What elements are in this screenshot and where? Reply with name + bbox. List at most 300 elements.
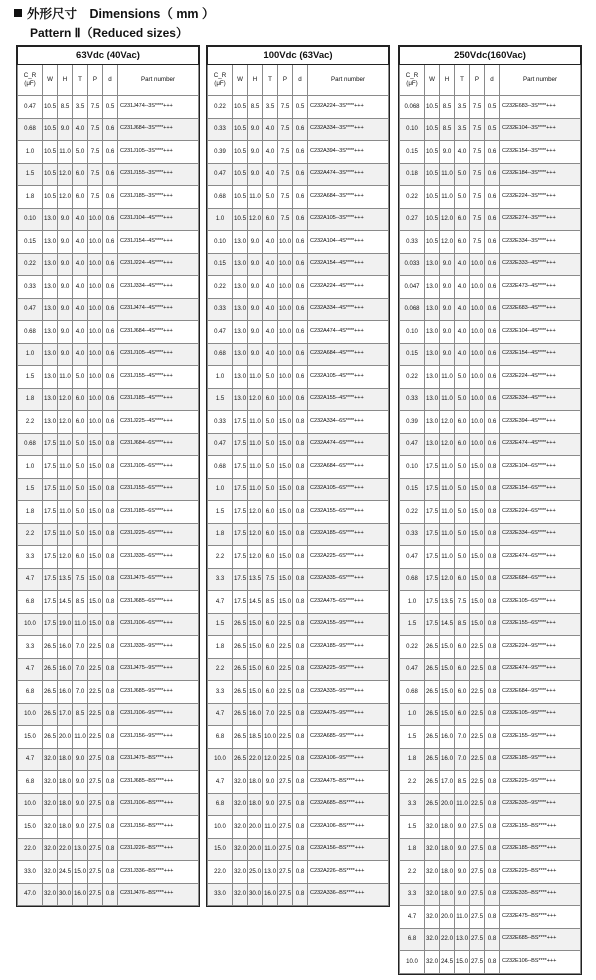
cell-t: 11.0 <box>73 726 88 749</box>
cell-w: 10.5 <box>425 231 440 254</box>
cell-t: 5.0 <box>263 456 278 479</box>
cell-part-number: C232A474--3S****+++ <box>308 163 389 186</box>
table-row <box>18 321 199 344</box>
cell-part-number: C232E683--4S****+++ <box>500 298 581 321</box>
cell-p: 15.0 <box>278 523 293 546</box>
table-row <box>400 703 581 726</box>
cell-h: 18.0 <box>440 838 455 861</box>
cell-w: 13.0 <box>233 231 248 254</box>
cell-t: 6.0 <box>73 388 88 411</box>
cell-h: 15.0 <box>248 658 263 681</box>
pattern-heading: Pattern Ⅱ（Reduced sizes） <box>30 26 188 40</box>
cell-p: 27.5 <box>278 793 293 816</box>
column-header-h: H <box>248 65 263 96</box>
cell-part-number: C232A334--3S****+++ <box>308 118 389 141</box>
cell-p: 22.5 <box>470 681 485 704</box>
cell-part-number: C231J155--6S****+++ <box>118 478 199 501</box>
cell-w: 17.5 <box>233 568 248 591</box>
table-row <box>208 321 389 344</box>
table-row <box>208 501 389 524</box>
cell-h: 12.0 <box>440 208 455 231</box>
cell-w: 32.0 <box>43 838 58 861</box>
cell-cap: 1.0 <box>208 208 233 231</box>
cell-t: 5.0 <box>455 163 470 186</box>
cell-w: 10.5 <box>425 163 440 186</box>
cell-p: 22.5 <box>470 793 485 816</box>
cell-part-number: C231J225--6S****+++ <box>118 523 199 546</box>
cell-w: 10.5 <box>43 118 58 141</box>
cell-cap: 0.68 <box>18 321 43 344</box>
cell-t: 4.0 <box>455 141 470 164</box>
table-title: 63Vdc (40Vac) <box>18 47 199 65</box>
cell-h: 11.0 <box>58 456 73 479</box>
cell-d: 0.8 <box>293 748 308 771</box>
cell-p: 7.5 <box>278 186 293 209</box>
cell-t: 6.0 <box>455 681 470 704</box>
cell-h: 30.0 <box>248 883 263 906</box>
column-header-cap: C_R (μF) <box>18 65 43 96</box>
cell-t: 6.0 <box>73 163 88 186</box>
cell-t: 6.0 <box>455 658 470 681</box>
cell-p: 10.0 <box>470 276 485 299</box>
cell-t: 4.0 <box>263 321 278 344</box>
cell-d: 0.8 <box>485 456 500 479</box>
cell-part-number: C232A155--4S****+++ <box>308 388 389 411</box>
table-row <box>18 748 199 771</box>
cell-d: 0.8 <box>485 726 500 749</box>
cell-h: 15.0 <box>440 681 455 704</box>
cell-h: 9.0 <box>58 276 73 299</box>
table-row <box>18 276 199 299</box>
cell-cap: 0.068 <box>400 298 425 321</box>
cell-part-number: C232E394--4S****+++ <box>500 411 581 434</box>
cell-p: 22.5 <box>470 748 485 771</box>
cell-cap: 0.22 <box>400 186 425 209</box>
cell-d: 0.6 <box>103 276 118 299</box>
table-row <box>400 726 581 749</box>
cell-p: 15.0 <box>470 456 485 479</box>
cell-t: 6.0 <box>455 568 470 591</box>
cell-h: 12.0 <box>248 546 263 569</box>
column-header-h: H <box>440 65 455 96</box>
cell-w: 32.0 <box>425 861 440 884</box>
cell-cap: 0.68 <box>18 433 43 456</box>
cell-p: 15.0 <box>470 501 485 524</box>
cell-t: 3.5 <box>455 96 470 119</box>
cell-p: 22.5 <box>88 636 103 659</box>
cell-d: 0.6 <box>103 411 118 434</box>
cell-w: 32.0 <box>233 883 248 906</box>
cell-part-number: C232A684--3S****+++ <box>308 186 389 209</box>
cell-p: 7.5 <box>88 96 103 119</box>
cell-t: 4.0 <box>263 231 278 254</box>
cell-t: 9.0 <box>73 748 88 771</box>
cell-part-number: C232E685--BS****+++ <box>500 928 581 951</box>
cell-h: 9.0 <box>248 321 263 344</box>
cell-h: 9.0 <box>248 163 263 186</box>
cell-w: 17.5 <box>425 501 440 524</box>
cell-p: 7.5 <box>278 96 293 119</box>
cell-d: 0.8 <box>293 771 308 794</box>
cell-cap: 0.22 <box>400 636 425 659</box>
cell-h: 12.0 <box>440 568 455 591</box>
cell-part-number: C231J106--BS****+++ <box>118 793 199 816</box>
cell-p: 15.0 <box>88 501 103 524</box>
cell-cap: 0.33 <box>208 118 233 141</box>
cell-t: 5.0 <box>73 141 88 164</box>
cell-p: 7.5 <box>278 141 293 164</box>
table-row <box>208 793 389 816</box>
cell-part-number: C231J155--3S****+++ <box>118 163 199 186</box>
table-row <box>400 298 581 321</box>
cell-d: 0.6 <box>485 163 500 186</box>
cell-part-number: C231J335--6S****+++ <box>118 546 199 569</box>
cell-cap: 10.0 <box>18 613 43 636</box>
cell-d: 0.5 <box>103 96 118 119</box>
table-row <box>18 568 199 591</box>
cell-d: 0.6 <box>103 141 118 164</box>
cell-part-number: C232E684--6S****+++ <box>500 568 581 591</box>
cell-h: 22.0 <box>440 928 455 951</box>
cell-p: 22.5 <box>278 658 293 681</box>
cell-cap: 15.0 <box>208 838 233 861</box>
cell-cap: 0.68 <box>400 681 425 704</box>
cell-h: 16.0 <box>58 658 73 681</box>
cell-h: 18.0 <box>440 861 455 884</box>
cell-part-number: C231J226--BS****+++ <box>118 838 199 861</box>
cell-t: 5.0 <box>73 366 88 389</box>
cell-w: 17.5 <box>233 478 248 501</box>
cell-cap: 3.3 <box>400 793 425 816</box>
cell-part-number: C232E474--4S****+++ <box>500 433 581 456</box>
cell-cap: 0.47 <box>18 298 43 321</box>
section-heading-text: 外形尺寸 Dimensions（ mm ） <box>27 7 215 21</box>
table-row <box>208 253 389 276</box>
cell-part-number: C232A225--6S****+++ <box>308 546 389 569</box>
cell-p: 15.0 <box>88 546 103 569</box>
cell-h: 18.0 <box>58 771 73 794</box>
cell-cap: 1.0 <box>18 456 43 479</box>
cell-p: 22.5 <box>88 726 103 749</box>
cell-part-number: C231J155--4S****+++ <box>118 366 199 389</box>
cell-cap: 1.5 <box>400 726 425 749</box>
cell-w: 26.5 <box>425 793 440 816</box>
cell-h: 11.0 <box>440 163 455 186</box>
cell-w: 32.0 <box>43 816 58 839</box>
cell-t: 3.5 <box>73 96 88 119</box>
cell-d: 0.6 <box>103 253 118 276</box>
cell-p: 15.0 <box>470 523 485 546</box>
cell-t: 4.0 <box>73 118 88 141</box>
cell-part-number: C232A336--BS****+++ <box>308 883 389 906</box>
cell-part-number: C231J476--BS****+++ <box>118 883 199 906</box>
cell-d: 0.6 <box>103 186 118 209</box>
cell-t: 6.0 <box>455 703 470 726</box>
cell-h: 11.0 <box>248 186 263 209</box>
column-header-p: P <box>278 65 293 96</box>
cell-part-number: C232E104--4S****+++ <box>500 321 581 344</box>
cell-cap: 0.10 <box>400 321 425 344</box>
cell-part-number: C231J336--BS****+++ <box>118 861 199 884</box>
cell-t: 12.0 <box>263 748 278 771</box>
cell-p: 27.5 <box>278 883 293 906</box>
cell-part-number: C232A105--3S****+++ <box>308 208 389 231</box>
cell-d: 0.8 <box>293 568 308 591</box>
cell-p: 27.5 <box>470 951 485 974</box>
cell-w: 13.0 <box>233 298 248 321</box>
cell-d: 0.6 <box>103 163 118 186</box>
table-row <box>208 433 389 456</box>
cell-p: 10.0 <box>88 276 103 299</box>
cell-p: 15.0 <box>278 568 293 591</box>
cell-p: 22.5 <box>88 681 103 704</box>
cell-part-number: C232E684--9S****+++ <box>500 681 581 704</box>
table-row <box>208 388 389 411</box>
cell-part-number: C232A475--6S****+++ <box>308 591 389 614</box>
table-row <box>208 186 389 209</box>
cell-w: 13.0 <box>233 343 248 366</box>
cell-d: 0.6 <box>485 321 500 344</box>
cell-h: 11.0 <box>440 478 455 501</box>
cell-d: 0.8 <box>293 636 308 659</box>
cell-cap: 2.2 <box>18 523 43 546</box>
table-row <box>18 861 199 884</box>
cell-part-number: C232A104--4S****+++ <box>308 231 389 254</box>
cell-t: 4.0 <box>263 298 278 321</box>
cell-w: 13.0 <box>425 276 440 299</box>
cell-w: 17.5 <box>43 591 58 614</box>
cell-p: 7.5 <box>278 118 293 141</box>
cell-p: 15.0 <box>88 478 103 501</box>
cell-t: 6.0 <box>73 186 88 209</box>
cell-t: 4.0 <box>73 321 88 344</box>
table-row <box>400 523 581 546</box>
cell-h: 22.0 <box>58 838 73 861</box>
cell-d: 0.8 <box>485 501 500 524</box>
cell-w: 26.5 <box>425 726 440 749</box>
cell-d: 0.8 <box>103 793 118 816</box>
cell-p: 10.0 <box>470 366 485 389</box>
cell-w: 32.0 <box>425 883 440 906</box>
table-row <box>18 681 199 704</box>
cell-cap: 33.0 <box>18 861 43 884</box>
cell-w: 10.5 <box>233 118 248 141</box>
cell-t: 4.0 <box>455 321 470 344</box>
cell-p: 10.0 <box>278 388 293 411</box>
cell-h: 12.0 <box>440 411 455 434</box>
cell-d: 0.8 <box>293 546 308 569</box>
cell-part-number: C232A105--6S****+++ <box>308 478 389 501</box>
table-row <box>18 816 199 839</box>
column-header-h: H <box>58 65 73 96</box>
cell-p: 27.5 <box>278 771 293 794</box>
cell-part-number: C232E154--6S****+++ <box>500 478 581 501</box>
cell-w: 10.5 <box>425 118 440 141</box>
cell-w: 13.0 <box>425 321 440 344</box>
cell-h: 20.0 <box>440 906 455 929</box>
cell-d: 0.8 <box>485 861 500 884</box>
cell-t: 6.0 <box>263 546 278 569</box>
cell-w: 26.5 <box>43 681 58 704</box>
cell-d: 0.6 <box>485 388 500 411</box>
cell-d: 0.6 <box>103 343 118 366</box>
cell-w: 32.0 <box>233 838 248 861</box>
cell-d: 0.6 <box>293 388 308 411</box>
cell-t: 11.0 <box>73 613 88 636</box>
cell-h: 16.0 <box>58 681 73 704</box>
table-row <box>208 141 389 164</box>
cell-t: 11.0 <box>455 793 470 816</box>
cell-h: 17.0 <box>58 703 73 726</box>
cell-t: 3.5 <box>455 118 470 141</box>
cell-cap: 4.7 <box>208 771 233 794</box>
cell-w: 13.0 <box>425 366 440 389</box>
cell-t: 13.0 <box>455 928 470 951</box>
cell-d: 0.8 <box>103 681 118 704</box>
cell-t: 6.0 <box>73 411 88 434</box>
cell-w: 17.5 <box>233 433 248 456</box>
cell-t: 15.0 <box>73 861 88 884</box>
cell-cap: 6.8 <box>208 793 233 816</box>
cell-t: 9.0 <box>73 793 88 816</box>
table-row <box>208 658 389 681</box>
cell-part-number: C232E224--3S****+++ <box>500 186 581 209</box>
table-row <box>400 636 581 659</box>
cell-w: 13.0 <box>233 388 248 411</box>
cell-p: 22.5 <box>278 748 293 771</box>
column-header-p: P <box>470 65 485 96</box>
table-row <box>18 613 199 636</box>
table-row <box>18 433 199 456</box>
cell-part-number: C231J154--4S****+++ <box>118 231 199 254</box>
cell-h: 9.0 <box>58 253 73 276</box>
cell-d: 0.8 <box>103 433 118 456</box>
cell-w: 17.5 <box>43 523 58 546</box>
cell-w: 13.0 <box>425 298 440 321</box>
cell-t: 5.0 <box>455 523 470 546</box>
table-row <box>208 816 389 839</box>
cell-cap: 1.8 <box>18 501 43 524</box>
cell-p: 15.0 <box>278 433 293 456</box>
cell-t: 4.0 <box>263 163 278 186</box>
square-bullet-icon <box>14 9 22 17</box>
cell-h: 16.0 <box>440 748 455 771</box>
cell-t: 4.0 <box>73 208 88 231</box>
cell-t: 5.0 <box>455 456 470 479</box>
cell-part-number: C232E104--6S****+++ <box>500 456 581 479</box>
cell-t: 6.0 <box>263 681 278 704</box>
cell-part-number: C232E224--9S****+++ <box>500 636 581 659</box>
cell-d: 0.6 <box>485 433 500 456</box>
table-row <box>400 861 581 884</box>
table-row <box>18 523 199 546</box>
cell-d: 0.8 <box>293 838 308 861</box>
table-row <box>18 388 199 411</box>
cell-d: 0.8 <box>293 883 308 906</box>
cell-cap: 6.8 <box>18 681 43 704</box>
cell-d: 0.8 <box>485 681 500 704</box>
cell-d: 0.8 <box>293 591 308 614</box>
table-row <box>18 141 199 164</box>
cell-w: 10.5 <box>233 163 248 186</box>
cell-p: 10.0 <box>470 343 485 366</box>
cell-cap: 0.47 <box>208 433 233 456</box>
cell-w: 26.5 <box>43 658 58 681</box>
cell-t: 3.5 <box>263 96 278 119</box>
table-row <box>208 478 389 501</box>
table-row <box>18 501 199 524</box>
cell-cap: 22.0 <box>18 838 43 861</box>
cell-w: 17.5 <box>425 523 440 546</box>
cell-w: 17.5 <box>233 456 248 479</box>
cell-p: 10.0 <box>88 298 103 321</box>
cell-w: 13.0 <box>425 343 440 366</box>
cell-w: 17.5 <box>425 478 440 501</box>
cell-t: 4.0 <box>263 276 278 299</box>
cell-d: 0.8 <box>485 928 500 951</box>
table-row <box>208 546 389 569</box>
cell-cap: 0.18 <box>400 163 425 186</box>
table-row <box>18 793 199 816</box>
cell-part-number: C232E105--6S****+++ <box>500 591 581 614</box>
cell-h: 12.0 <box>248 388 263 411</box>
cell-p: 7.5 <box>88 141 103 164</box>
cell-d: 0.6 <box>485 366 500 389</box>
cell-d: 0.6 <box>293 276 308 299</box>
table-row <box>400 771 581 794</box>
cell-part-number: C232A224--4S****+++ <box>308 276 389 299</box>
cell-w: 32.0 <box>425 838 440 861</box>
cell-p: 15.0 <box>88 591 103 614</box>
cell-h: 18.0 <box>248 771 263 794</box>
cell-t: 6.0 <box>263 613 278 636</box>
cell-cap: 6.8 <box>400 928 425 951</box>
cell-cap: 0.68 <box>400 568 425 591</box>
cell-cap: 47.0 <box>18 883 43 906</box>
cell-d: 0.6 <box>293 298 308 321</box>
cell-t: 11.0 <box>263 838 278 861</box>
table-row <box>400 208 581 231</box>
cell-w: 10.5 <box>233 186 248 209</box>
cell-p: 10.0 <box>278 276 293 299</box>
cell-h: 12.0 <box>58 186 73 209</box>
cell-h: 9.0 <box>248 298 263 321</box>
cell-part-number: C231J185--6S****+++ <box>118 501 199 524</box>
table-row <box>208 861 389 884</box>
cell-w: 13.0 <box>43 388 58 411</box>
cell-d: 0.8 <box>485 838 500 861</box>
cell-d: 0.8 <box>103 636 118 659</box>
cell-part-number: C232A155--6S****+++ <box>308 501 389 524</box>
table-250vdc-container <box>398 45 582 980</box>
cell-part-number: C231J475--6S****+++ <box>118 568 199 591</box>
cell-t: 7.0 <box>73 658 88 681</box>
cell-cap: 1.0 <box>18 343 43 366</box>
cell-t: 4.0 <box>455 276 470 299</box>
cell-part-number: C232A475--BS****+++ <box>308 771 389 794</box>
cell-cap: 0.10 <box>400 456 425 479</box>
cell-w: 13.0 <box>233 321 248 344</box>
cell-h: 9.0 <box>440 253 455 276</box>
table-row <box>208 591 389 614</box>
table-row <box>400 388 581 411</box>
cell-h: 13.5 <box>58 568 73 591</box>
cell-part-number: C231J684--3S****+++ <box>118 118 199 141</box>
cell-p: 27.5 <box>88 771 103 794</box>
cell-h: 11.0 <box>58 478 73 501</box>
cell-p: 22.5 <box>88 658 103 681</box>
table-row <box>400 816 581 839</box>
